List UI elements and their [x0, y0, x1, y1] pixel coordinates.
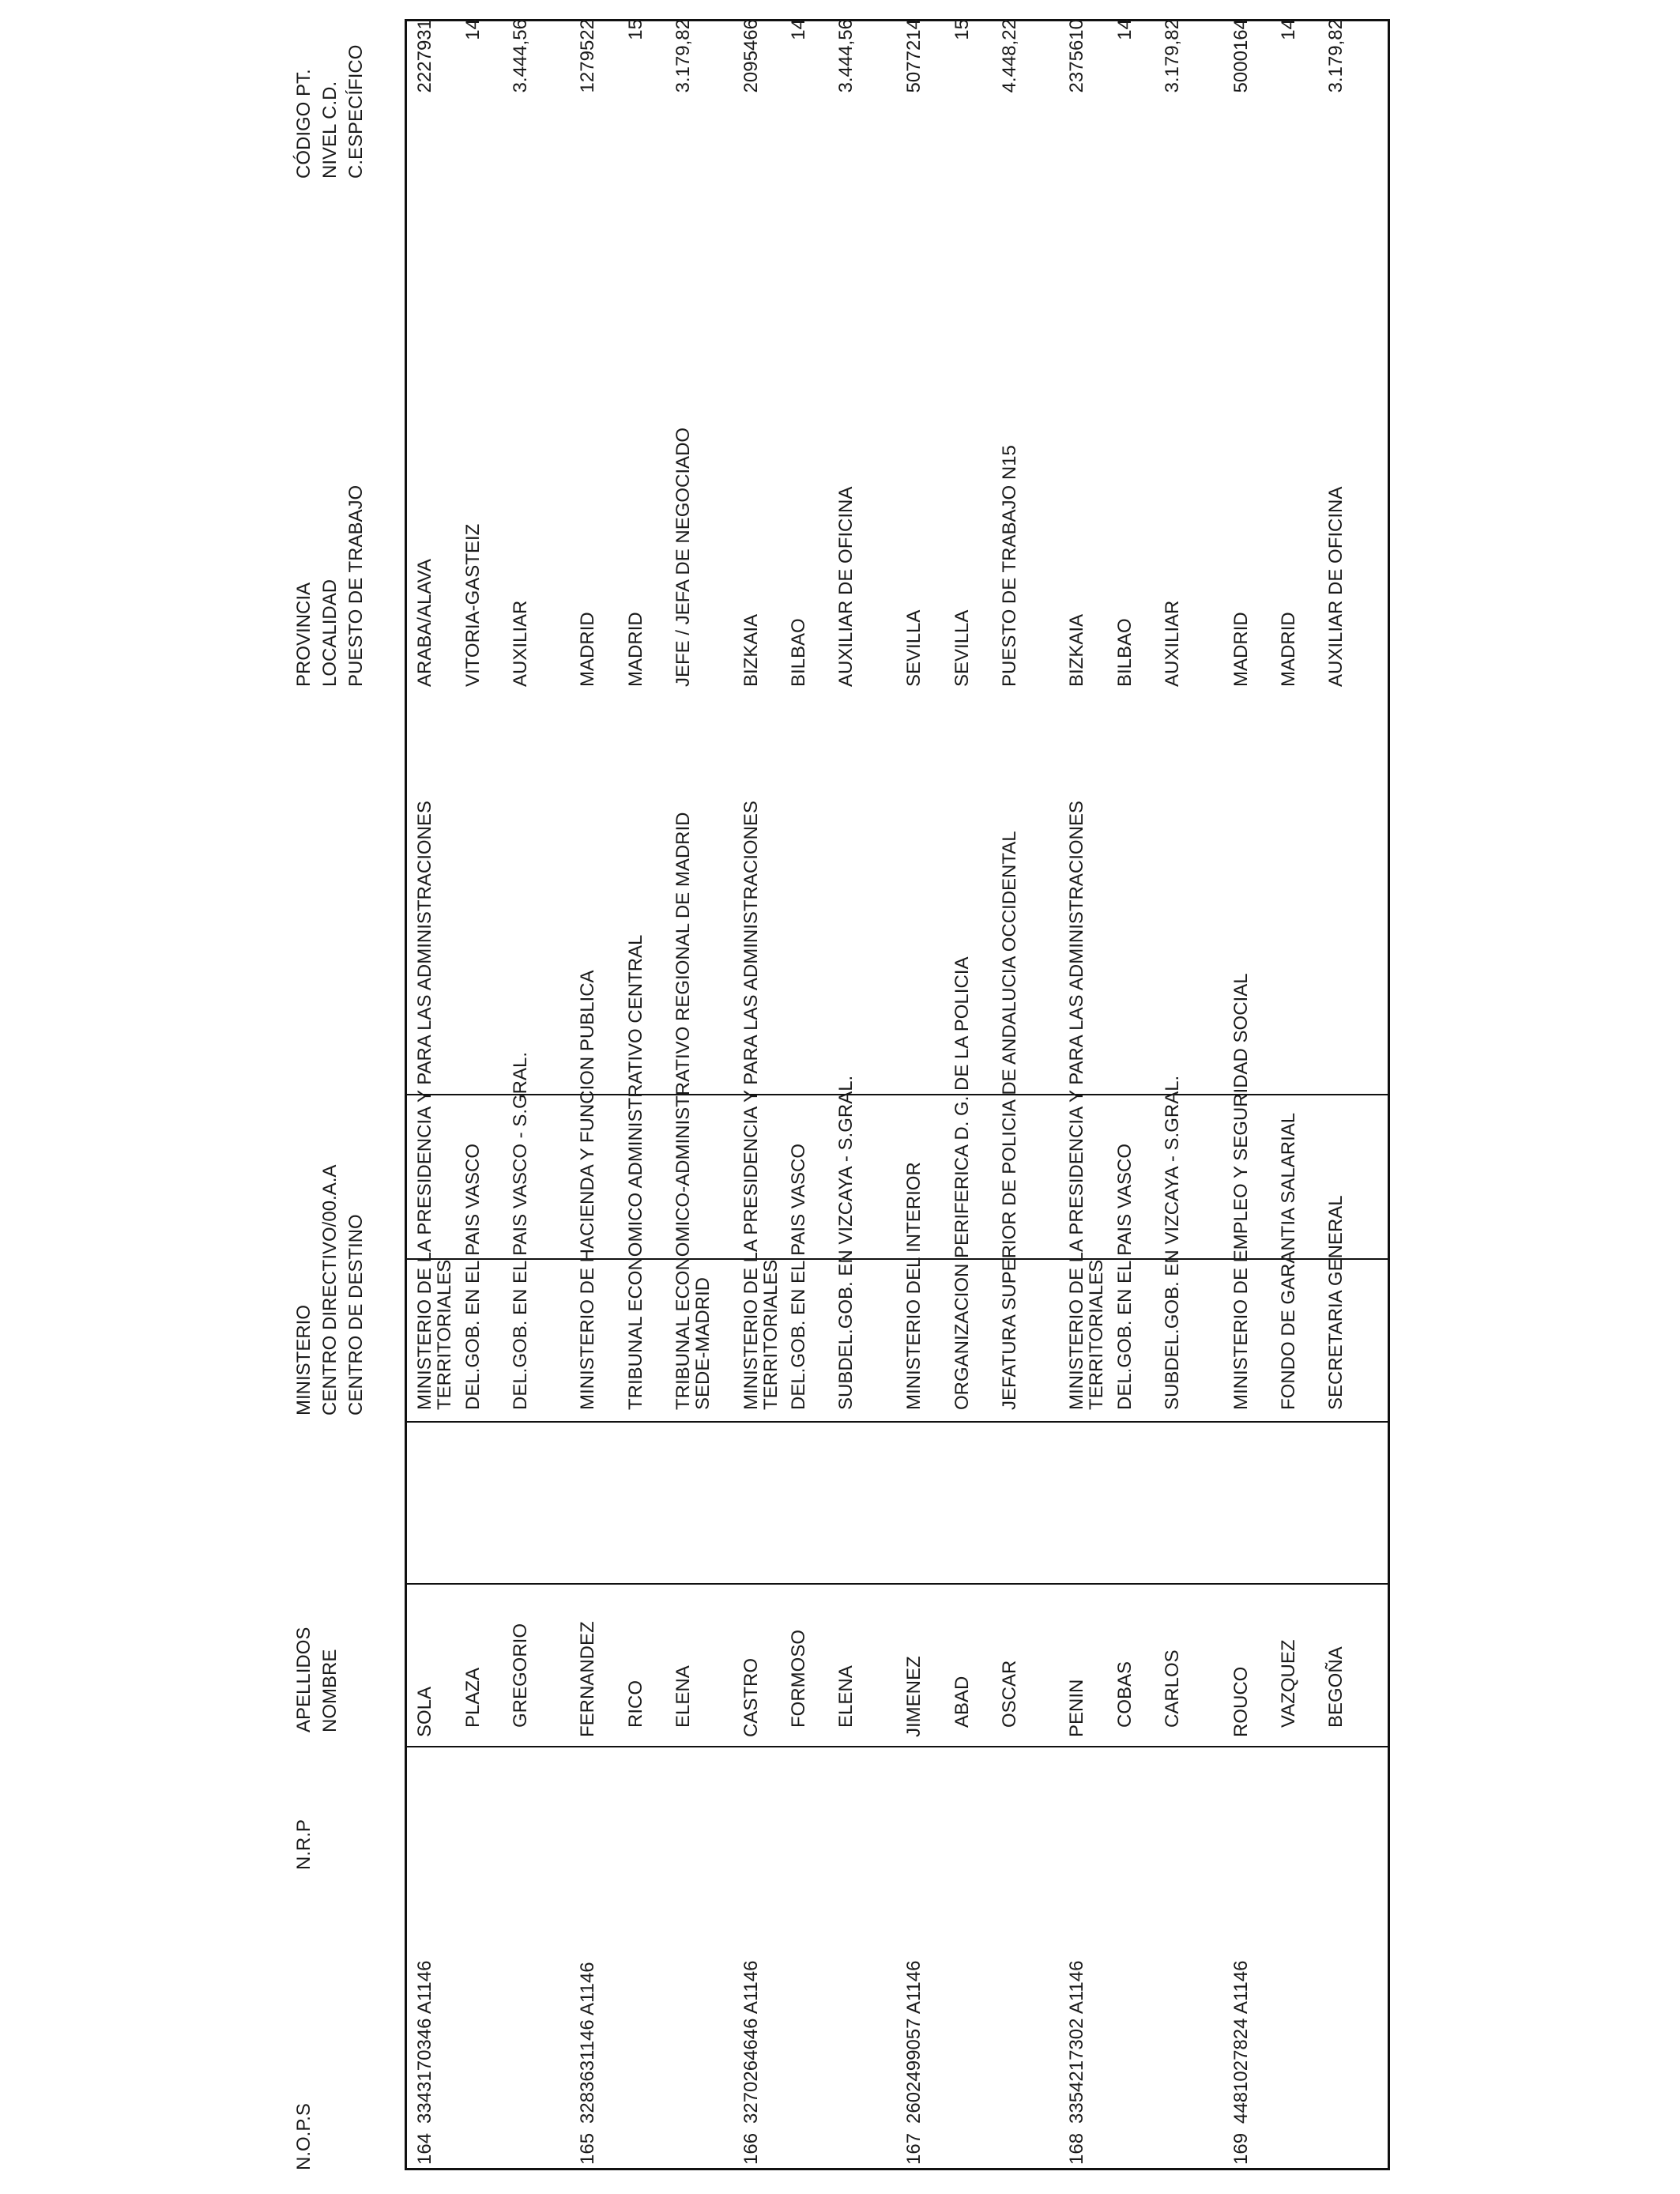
nops-value: 168 — [1066, 2132, 1087, 2165]
puesto-value: AUXILIAR DE OFICINA — [835, 486, 857, 687]
localidad-value: BILBAO — [1114, 618, 1136, 687]
centro-destino-value: SUBDEL.GOB. EN VIZCAYA - S.GRAL. — [1162, 1075, 1183, 1410]
especifico-value: 3.179,82 — [1162, 19, 1183, 93]
centro-directivo-value: TRIBUNAL ECONOMICO ADMINISTRATIVO CENTRAL — [625, 934, 646, 1410]
nivel-value: 14 — [1114, 19, 1136, 40]
nrp-value: 3343170346 A1146 — [414, 1960, 435, 2124]
centro-directivo-value: DEL.GOB. EN EL PAIS VASCO — [462, 1144, 484, 1410]
apellido2-value: COBAS — [1114, 1661, 1136, 1728]
ministerio-value: MINISTERIO DEL INTERIOR — [903, 1162, 925, 1410]
nombre-value: ELENA — [835, 1665, 857, 1728]
header-nivel-label: NIVEL C.D. — [319, 81, 341, 179]
especifico-value: 3.179,82 — [672, 19, 694, 93]
localidad-value: MADRID — [1278, 612, 1299, 687]
nrp-value: 3354217302 A1146 — [1066, 1960, 1087, 2124]
especifico-value: 4.448,22 — [999, 19, 1020, 93]
header-ministerio-label: MINISTERIO — [293, 1304, 315, 1416]
record-separator — [405, 1746, 1390, 1747]
header-provincia-label: PROVINCIA — [293, 582, 315, 687]
localidad-value: SEVILLA — [951, 609, 973, 687]
header-nrp-label: N.R.P — [293, 1819, 315, 1870]
nivel-value: 14 — [462, 19, 484, 40]
header-apellidos-nombre — [291, 1627, 343, 1732]
nivel-value: 15 — [951, 19, 973, 40]
centro-directivo-value: ORGANIZACION PERIFERICA D. G. DE LA POLICIA — [951, 956, 973, 1410]
header-codigo — [291, 45, 369, 179]
centro-destino-value: DEL.GOB. EN EL PAIS VASCO - S.GRAL. — [510, 1051, 531, 1410]
apellido2-value: ABAD — [951, 1676, 973, 1728]
provincia-value: MADRID — [577, 612, 598, 687]
especifico-value: 3.179,82 — [1325, 19, 1347, 93]
ministerio-value: MINISTERIO DE HACIENDA Y FUNCION PUBLICA — [577, 970, 598, 1410]
header-centro-destino-label: CENTRO DE DESTINO — [345, 1214, 367, 1416]
record-separator — [405, 1583, 1390, 1585]
nrp-value: 4481027824 A1146 — [1230, 1960, 1252, 2124]
centro-destino-value: TRIBUNAL ECONOMICO-ADMINISTRATIVO REGIONAL DE MADRID SEDE-MADRID — [672, 812, 714, 1410]
puesto-value: AUXILIAR — [510, 600, 531, 687]
especifico-value: 3.444,56 — [510, 19, 531, 93]
nivel-value: 15 — [625, 19, 646, 40]
ministerio-value: MINISTERIO DE LA PRESIDENCIA Y PARA LAS ADMINISTRACIONES TERRITORIALES — [414, 801, 455, 1410]
provincia-value: BIZKAIA — [740, 613, 762, 687]
especifico-value: 3.444,56 — [835, 19, 857, 93]
header-localidad-label: LOCALIDAD — [319, 579, 341, 687]
codigo-value: 2375610 — [1066, 19, 1087, 93]
puesto-value: JEFE / JEFA DE NEGOCIADO — [672, 427, 694, 687]
apellido2-value: PLAZA — [462, 1667, 484, 1728]
header-nops-label: N.O.P.S — [293, 2103, 315, 2170]
centro-destino-value: JEFATURA SUPERIOR DE POLICIA DE ANDALUCIA OCCIDENTAL — [999, 831, 1020, 1410]
provincia-value: SEVILLA — [903, 609, 925, 687]
nombre-value: CARLOS — [1162, 1649, 1183, 1728]
apellido1-value: FERNANDEZ — [577, 1621, 598, 1737]
centro-directivo-value: DEL.GOB. EN EL PAIS VASCO — [788, 1144, 809, 1410]
nrp-value: 2602499057 A1146 — [903, 1960, 925, 2124]
nivel-value: 14 — [788, 19, 809, 40]
apellido1-value: CASTRO — [740, 1657, 762, 1737]
header-centro-directivo-label: CENTRO DIRECTIVO/00.A.A — [319, 1164, 341, 1416]
ministerio-value: MINISTERIO DE LA PRESIDENCIA Y PARA LAS ADMINISTRACIONES TERRITORIALES — [740, 801, 782, 1410]
header-puesto-label: PUESTO DE TRABAJO — [345, 484, 367, 687]
nivel-value: 14 — [1278, 19, 1299, 40]
header-nops — [291, 2103, 317, 2170]
centro-destino-value: SECRETARIA GENERAL — [1325, 1195, 1347, 1410]
apellido1-value: JIMENEZ — [903, 1656, 925, 1737]
nops-value: 166 — [740, 2132, 762, 2165]
codigo-value: 1279522 — [577, 19, 598, 93]
nops-value: 169 — [1230, 2132, 1252, 2165]
ministerio-value: MINISTERIO DE EMPLEO Y SEGURIDAD SOCIAL — [1230, 973, 1252, 1410]
nombre-value: BEGOÑA — [1325, 1646, 1347, 1728]
localidad-value: BILBAO — [788, 618, 809, 687]
nombre-value: OSCAR — [999, 1660, 1020, 1728]
codigo-value: 2095466 — [740, 19, 762, 93]
centro-directivo-value: FONDO DE GARANTIA SALARIAL — [1278, 1112, 1299, 1410]
header-especifico-label: C.ESPECÍFICO — [345, 44, 367, 179]
header-nrp — [291, 1819, 317, 1870]
puesto-value: AUXILIAR DE OFICINA — [1325, 486, 1347, 687]
apellido2-value: RICO — [625, 1680, 646, 1728]
nombre-value: GREGORIO — [510, 1623, 531, 1728]
centro-destino-value: SUBDEL.GOB. EN VIZCAYA - S.GRAL. — [835, 1075, 857, 1410]
apellido2-value: VAZQUEZ — [1278, 1639, 1299, 1728]
apellido1-value: SOLA — [414, 1686, 435, 1737]
nops-value: 167 — [903, 2132, 925, 2165]
apellido1-value: PENIN — [1066, 1679, 1087, 1737]
nrp-value: 3270264646 A1146 — [740, 1960, 762, 2124]
nops-value: 165 — [577, 2132, 598, 2165]
codigo-value: 5077214 — [903, 19, 925, 93]
header-ministerio — [291, 1165, 369, 1416]
provincia-value: MADRID — [1230, 612, 1252, 687]
codigo-value: 2227931 — [414, 19, 435, 93]
apellido2-value: FORMOSO — [788, 1630, 809, 1728]
provincia-value: BIZKAIA — [1066, 613, 1087, 687]
nombre-value: ELENA — [672, 1665, 694, 1728]
header-apellidos-label: APELLIDOS — [293, 1627, 315, 1732]
centro-directivo-value: DEL.GOB. EN EL PAIS VASCO — [1114, 1144, 1136, 1410]
record-separator — [405, 1421, 1390, 1423]
ministerio-value: MINISTERIO DE LA PRESIDENCIA Y PARA LAS ADMINISTRACIONES TERRITORIALES — [1066, 801, 1107, 1410]
nrp-value: 3283631146 A1146 — [577, 1962, 598, 2124]
apellido1-value: ROUCO — [1230, 1666, 1252, 1737]
header-codigo-label: CÓDIGO PT. — [293, 69, 315, 179]
header-nombre-label: NOMBRE — [319, 1649, 341, 1732]
nops-value: 164 — [414, 2132, 435, 2165]
codigo-value: 5000164 — [1230, 19, 1252, 93]
localidad-value: MADRID — [625, 612, 646, 687]
provincia-value: ARABA/ALAVA — [414, 559, 435, 687]
puesto-value: PUESTO DE TRABAJO N15 — [999, 445, 1020, 687]
puesto-value: AUXILIAR — [1162, 600, 1183, 687]
header-provincia — [291, 485, 369, 687]
localidad-value: VITORIA-GASTEIZ — [462, 523, 484, 687]
